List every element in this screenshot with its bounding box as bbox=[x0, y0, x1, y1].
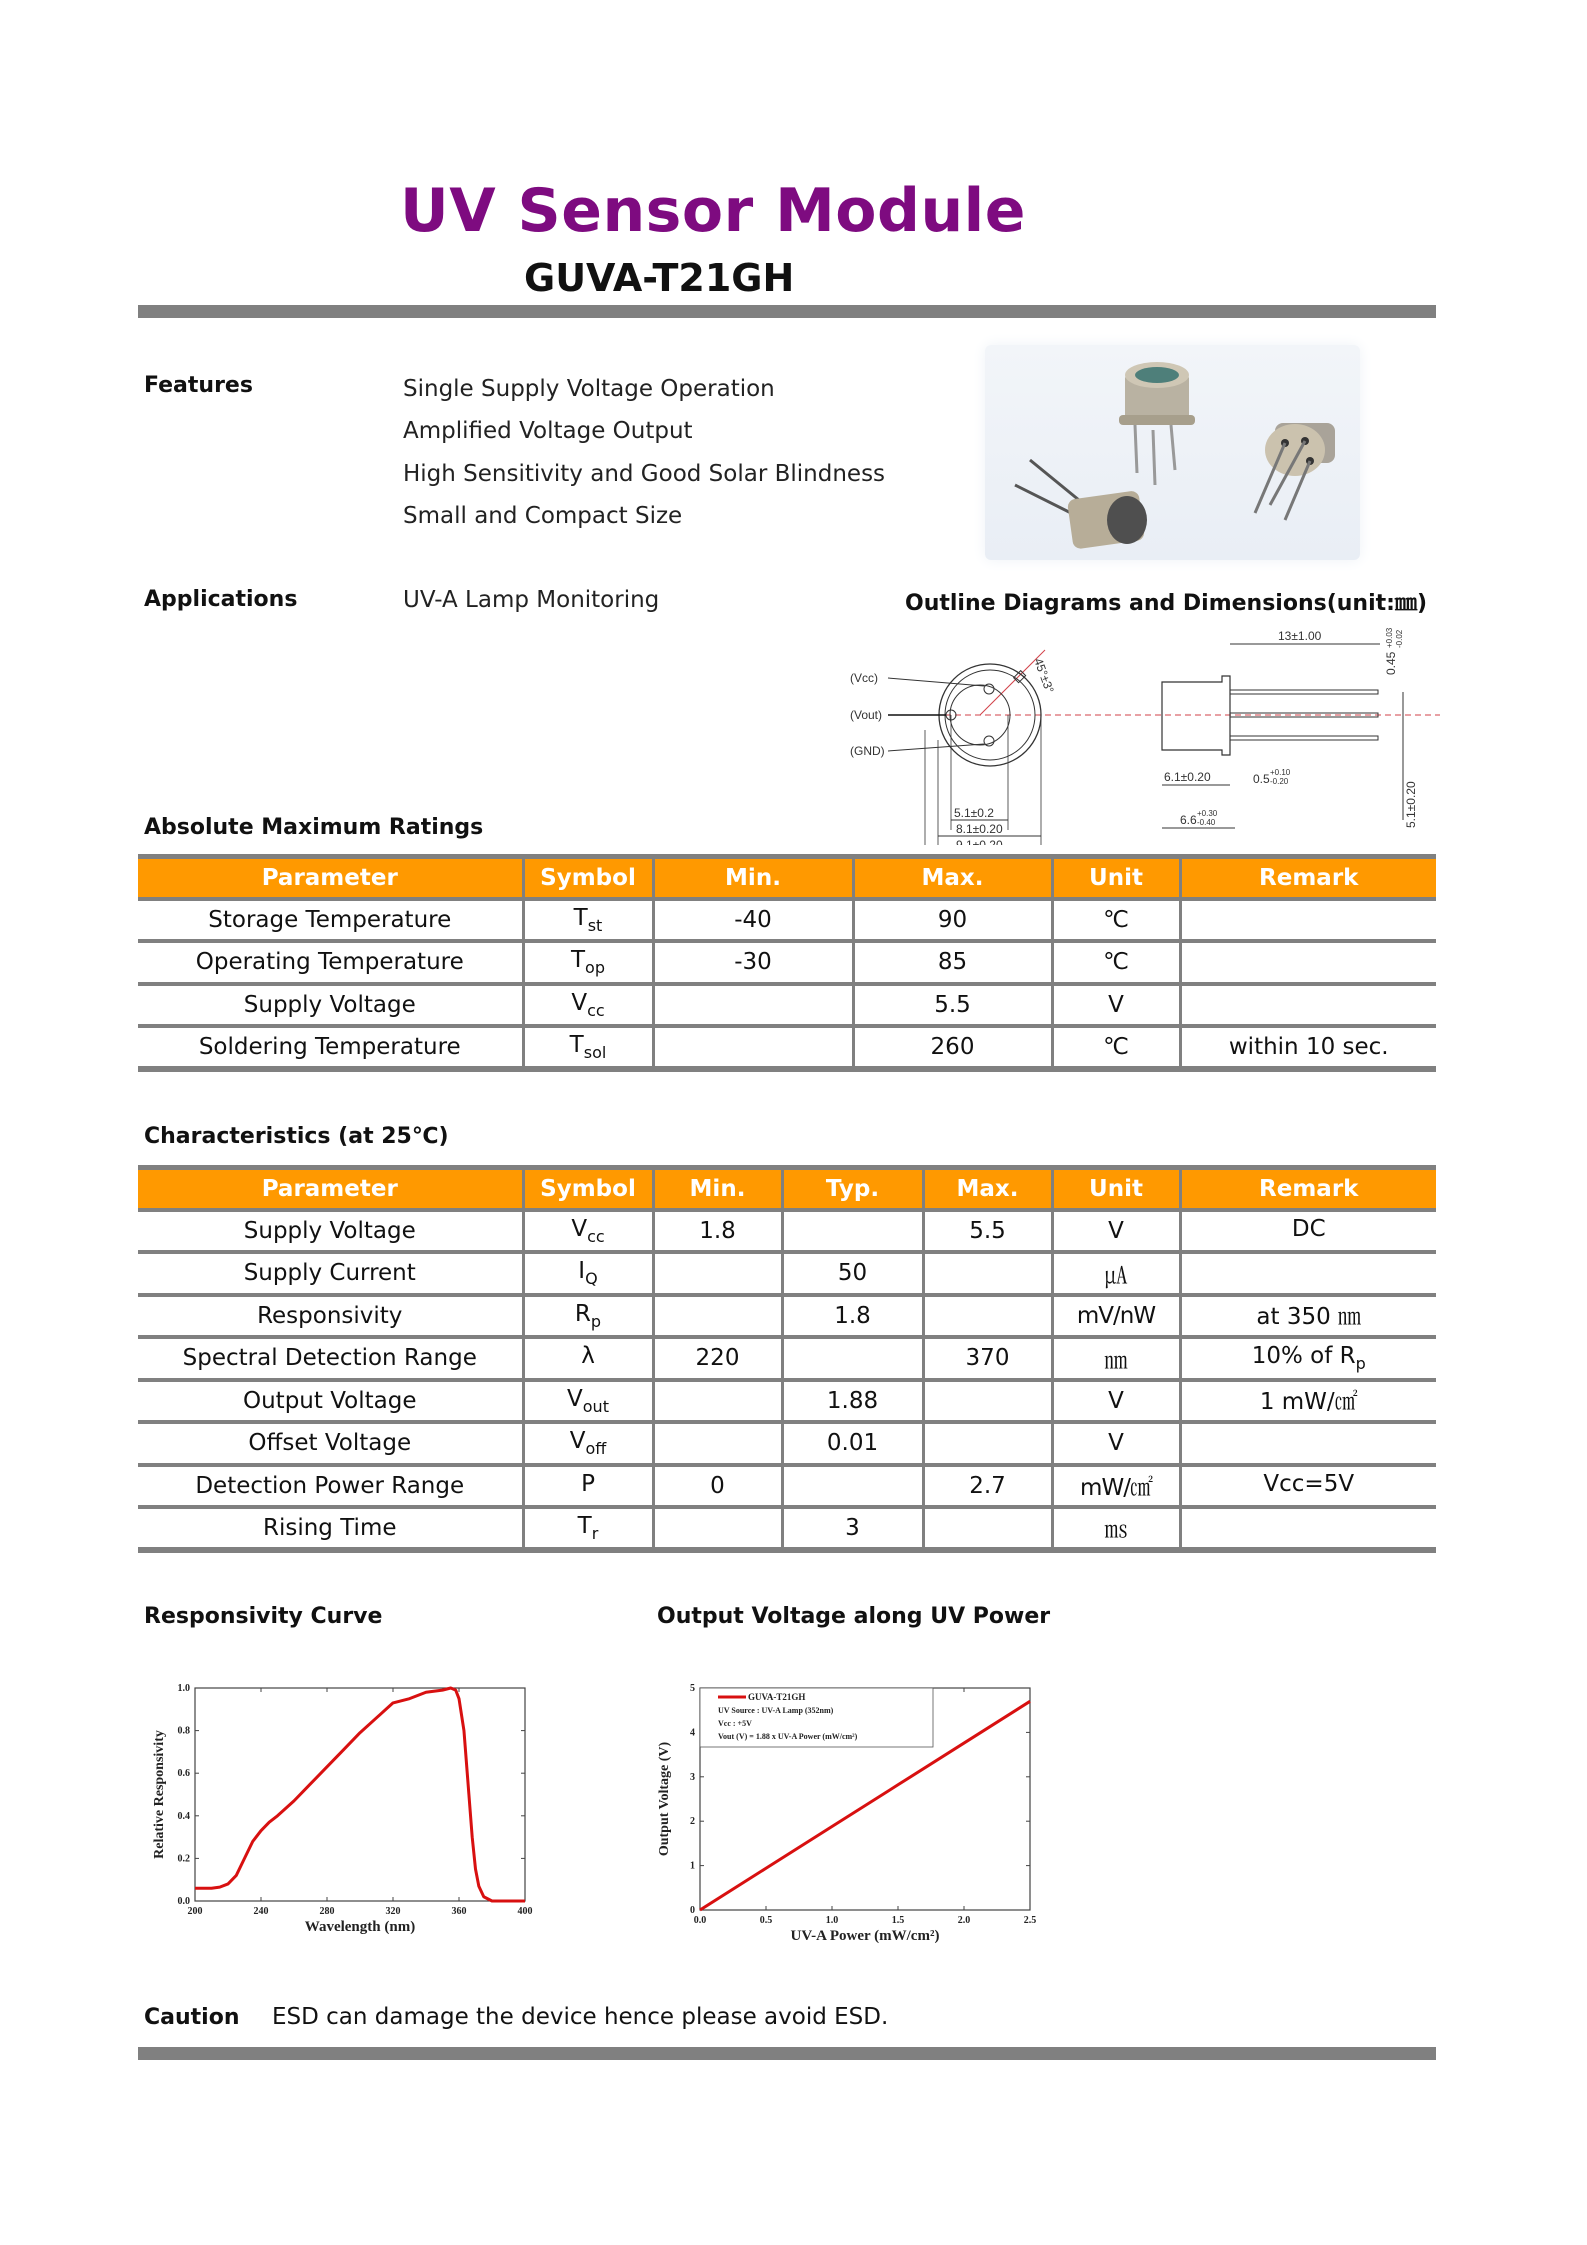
characteristics-table bbox=[138, 1165, 1436, 1553]
cell-max: 5.5 bbox=[853, 984, 1052, 1027]
responsivity-chart bbox=[138, 1680, 558, 1960]
col-symbol: Symbol bbox=[523, 1168, 653, 1210]
cell-parameter: Soldering Temperature bbox=[138, 1026, 523, 1069]
cell-unit: ㎳ bbox=[1052, 1507, 1180, 1550]
svg-text:1: 1 bbox=[690, 1860, 695, 1872]
cell-remark: 1 mW/㎠ bbox=[1180, 1380, 1436, 1423]
cell-parameter: Supply Voltage bbox=[138, 984, 523, 1027]
cell-typ bbox=[782, 1337, 923, 1380]
col-remark: Remark bbox=[1180, 1168, 1436, 1210]
output-voltage-chart bbox=[650, 1680, 1070, 1960]
svg-text:400: 400 bbox=[517, 1906, 533, 1917]
feature-item: Single Supply Voltage Operation bbox=[403, 376, 775, 402]
cell-min bbox=[653, 1422, 782, 1465]
cell-unit: ℃ bbox=[1052, 899, 1180, 942]
svg-text:GUVA-T21GH: GUVA-T21GH bbox=[748, 1692, 806, 1702]
characteristics-title: Characteristics (at 25℃) bbox=[144, 1124, 449, 1149]
svg-text:1.0: 1.0 bbox=[825, 1915, 839, 1926]
col-min: Min. bbox=[653, 1168, 782, 1210]
cell-remark bbox=[1180, 1422, 1436, 1465]
table-row bbox=[138, 1337, 1436, 1380]
svg-text:0.6: 0.6 bbox=[177, 1768, 190, 1780]
svg-text:5.1±0.20: 5.1±0.20 bbox=[1404, 781, 1418, 828]
svg-text:0.45: 0.45 bbox=[1384, 651, 1398, 675]
cell-remark bbox=[1180, 1252, 1436, 1295]
cell-max bbox=[923, 1252, 1052, 1295]
cell-min bbox=[653, 1295, 782, 1338]
col-parameter: Parameter bbox=[138, 857, 523, 899]
cell-unit: V bbox=[1052, 1422, 1180, 1465]
svg-text:0: 0 bbox=[690, 1905, 695, 1916]
cell-parameter: Supply Voltage bbox=[138, 1210, 523, 1253]
svg-text:280: 280 bbox=[319, 1906, 335, 1917]
table-row bbox=[138, 1295, 1436, 1338]
cell-parameter: Detection Power Range bbox=[138, 1465, 523, 1508]
cell-parameter: Supply Current bbox=[138, 1252, 523, 1295]
footer-divider bbox=[138, 2047, 1436, 2060]
svg-text:360: 360 bbox=[451, 1906, 467, 1917]
cell-symbol: $T_{sol}$ bbox=[523, 1026, 653, 1069]
svg-text:+0.10: +0.10 bbox=[1270, 768, 1291, 777]
absolute-max-table bbox=[138, 854, 1436, 1072]
col-min: Min. bbox=[653, 857, 853, 899]
col-parameter: Parameter bbox=[138, 1168, 523, 1210]
svg-text:13±1.00: 13±1.00 bbox=[1278, 629, 1322, 643]
svg-text:0.5: 0.5 bbox=[759, 1915, 773, 1926]
cell-typ: 50 bbox=[782, 1252, 923, 1295]
cell-max bbox=[923, 1295, 1052, 1338]
svg-text:0.4: 0.4 bbox=[177, 1810, 190, 1822]
svg-text:6.1±0.20: 6.1±0.20 bbox=[1164, 770, 1211, 784]
cell-symbol: $R_p$ bbox=[523, 1295, 653, 1338]
svg-text:5: 5 bbox=[690, 1683, 695, 1694]
cell-symbol: λ bbox=[523, 1337, 653, 1380]
col-unit: Unit bbox=[1052, 1168, 1180, 1210]
svg-text:9.1±0.20: 9.1±0.20 bbox=[956, 838, 1003, 845]
cell-symbol: $V_{cc}$ bbox=[523, 1210, 653, 1253]
table-row bbox=[138, 1252, 1436, 1295]
svg-text:45°±3°: 45°±3° bbox=[1031, 656, 1057, 696]
cell-typ bbox=[782, 1465, 923, 1508]
cell-symbol: $V_{cc}$ bbox=[523, 984, 653, 1027]
col-symbol: Symbol bbox=[523, 857, 653, 899]
output-chart-title: Output Voltage along UV Power bbox=[657, 1604, 1051, 1629]
svg-text:2.5: 2.5 bbox=[1023, 1915, 1037, 1926]
svg-text:(Vcc): (Vcc) bbox=[850, 671, 878, 685]
col-typ: Typ. bbox=[782, 1168, 923, 1210]
sensor-photo-icon bbox=[985, 345, 1360, 560]
cell-min: -30 bbox=[653, 941, 853, 984]
cell-parameter: Responsivity bbox=[138, 1295, 523, 1338]
cell-typ: 3 bbox=[782, 1507, 923, 1550]
outline-diagram bbox=[850, 620, 1440, 845]
svg-text:Relative Responsivity: Relative Responsivity bbox=[152, 1730, 167, 1859]
cell-unit: ℃ bbox=[1052, 941, 1180, 984]
cell-typ: 1.88 bbox=[782, 1380, 923, 1423]
model-number: GUVA-T21GH bbox=[524, 256, 795, 300]
applications-label: Applications bbox=[144, 587, 298, 612]
svg-text:+0.03: +0.03 bbox=[1385, 627, 1394, 648]
svg-text:3: 3 bbox=[690, 1771, 695, 1783]
svg-text:8.1±0.20: 8.1±0.20 bbox=[956, 822, 1003, 836]
cell-unit: mV/nW bbox=[1052, 1295, 1180, 1338]
cell-min: -40 bbox=[653, 899, 853, 942]
table-row bbox=[138, 941, 1436, 984]
cell-typ: 0.01 bbox=[782, 1422, 923, 1465]
cell-min: 1.8 bbox=[653, 1210, 782, 1253]
feature-item: Amplified Voltage Output bbox=[403, 418, 693, 444]
cell-max bbox=[923, 1380, 1052, 1423]
cell-symbol: $T_{st}$ bbox=[523, 899, 653, 942]
cell-min: 0 bbox=[653, 1465, 782, 1508]
applications-value: UV-A Lamp Monitoring bbox=[403, 587, 660, 613]
cell-typ bbox=[782, 1210, 923, 1253]
cell-max: 260 bbox=[853, 1026, 1052, 1069]
feature-item: Small and Compact Size bbox=[403, 503, 683, 529]
svg-text:2.0: 2.0 bbox=[957, 1915, 971, 1926]
svg-text:0.2: 0.2 bbox=[177, 1853, 190, 1865]
feature-item: High Sensitivity and Good Solar Blindness bbox=[403, 461, 886, 487]
cell-unit: V bbox=[1052, 984, 1180, 1027]
cell-remark: DC bbox=[1180, 1210, 1436, 1253]
table-row bbox=[138, 899, 1436, 942]
svg-text:320: 320 bbox=[385, 1906, 401, 1917]
cell-parameter: Output Voltage bbox=[138, 1380, 523, 1423]
absolute-max-title: Absolute Maximum Ratings bbox=[144, 815, 484, 840]
cell-max: 370 bbox=[923, 1337, 1052, 1380]
cell-parameter: Offset Voltage bbox=[138, 1422, 523, 1465]
svg-text:0.0: 0.0 bbox=[693, 1915, 707, 1926]
col-remark: Remark bbox=[1180, 857, 1436, 899]
features-label: Features bbox=[144, 373, 253, 398]
cell-parameter: Storage Temperature bbox=[138, 899, 523, 942]
cell-min: 220 bbox=[653, 1337, 782, 1380]
table-header-row bbox=[138, 857, 1436, 899]
col-max: Max. bbox=[923, 1168, 1052, 1210]
col-unit: Unit bbox=[1052, 857, 1180, 899]
svg-text:Vcc : +5V: Vcc : +5V bbox=[718, 1719, 752, 1728]
svg-text:(GND): (GND) bbox=[850, 744, 885, 758]
svg-text:Vout (V) = 1.88 x UV-A Power (: Vout (V) = 1.88 x UV-A Power (mW/cm²) bbox=[718, 1732, 858, 1741]
cell-min bbox=[653, 1380, 782, 1423]
cell-max: 2.7 bbox=[923, 1465, 1052, 1508]
cell-typ: 1.8 bbox=[782, 1295, 923, 1338]
cell-symbol: $I_Q$ bbox=[523, 1252, 653, 1295]
cell-parameter: Operating Temperature bbox=[138, 941, 523, 984]
cell-remark: at 350 ㎚ bbox=[1180, 1295, 1436, 1338]
svg-text:2: 2 bbox=[690, 1816, 695, 1828]
cell-parameter: Spectral Detection Range bbox=[138, 1337, 523, 1380]
svg-text:1.5: 1.5 bbox=[891, 1915, 905, 1926]
table-row bbox=[138, 1422, 1436, 1465]
table-row bbox=[138, 1465, 1436, 1508]
cell-remark bbox=[1180, 941, 1436, 984]
cell-max: 85 bbox=[853, 941, 1052, 984]
svg-text:-0.40: -0.40 bbox=[1197, 818, 1216, 827]
svg-text:240: 240 bbox=[253, 1906, 269, 1917]
svg-text:Output Voltage (V): Output Voltage (V) bbox=[657, 1741, 672, 1857]
svg-text:0.8: 0.8 bbox=[177, 1725, 190, 1737]
cell-remark bbox=[1180, 984, 1436, 1027]
responsivity-chart-title: Responsivity Curve bbox=[144, 1604, 383, 1629]
cell-min bbox=[653, 1507, 782, 1550]
table-row bbox=[138, 1210, 1436, 1253]
cell-unit: V bbox=[1052, 1380, 1180, 1423]
cell-symbol: $T_r$ bbox=[523, 1507, 653, 1550]
cell-remark bbox=[1180, 899, 1436, 942]
svg-text:UV Source : UV-A Lamp (352nm): UV Source : UV-A Lamp (352nm) bbox=[718, 1706, 834, 1715]
cell-max bbox=[923, 1422, 1052, 1465]
table-row bbox=[138, 1507, 1436, 1550]
col-max: Max. bbox=[853, 857, 1052, 899]
cell-symbol: $V_{out}$ bbox=[523, 1380, 653, 1423]
cell-remark: within 10 sec. bbox=[1180, 1026, 1436, 1069]
table-header-row bbox=[138, 1168, 1436, 1210]
cell-max: 5.5 bbox=[923, 1210, 1052, 1253]
svg-text:(Vout): (Vout) bbox=[850, 708, 883, 722]
cell-min bbox=[653, 1026, 853, 1069]
cell-remark bbox=[1180, 1507, 1436, 1550]
cell-min bbox=[653, 1252, 782, 1295]
table-row bbox=[138, 1380, 1436, 1423]
cell-unit: ℃ bbox=[1052, 1026, 1180, 1069]
header-divider bbox=[138, 305, 1436, 318]
caution-label: Caution bbox=[144, 2005, 240, 2030]
page-title: UV Sensor Module bbox=[400, 176, 1026, 246]
cell-max: 90 bbox=[853, 899, 1052, 942]
product-photo bbox=[985, 345, 1360, 560]
svg-text:Wavelength (nm): Wavelength (nm) bbox=[304, 1919, 416, 1935]
outline-title: Outline Diagrams and Dimensions(unit:㎜) bbox=[905, 591, 1427, 616]
cell-parameter: Rising Time bbox=[138, 1507, 523, 1550]
svg-text:5.1±0.2: 5.1±0.2 bbox=[954, 806, 994, 820]
cell-symbol: $V_{off}$ bbox=[523, 1422, 653, 1465]
cell-min bbox=[653, 984, 853, 1027]
cell-symbol: P bbox=[523, 1465, 653, 1508]
svg-text:+0.30: +0.30 bbox=[1197, 809, 1218, 818]
caution-text: ESD can damage the device hence please avoid ESD. bbox=[272, 2004, 889, 2030]
svg-text:0.0: 0.0 bbox=[177, 1896, 190, 1907]
table-row bbox=[138, 1026, 1436, 1069]
svg-text:4: 4 bbox=[690, 1727, 695, 1739]
cell-symbol: $T_{op}$ bbox=[523, 941, 653, 984]
cell-remark: Vcc=5V bbox=[1180, 1465, 1436, 1508]
cell-remark: 10% of $R_p$ bbox=[1180, 1337, 1436, 1380]
table-row bbox=[138, 984, 1436, 1027]
svg-text:1.0: 1.0 bbox=[177, 1683, 190, 1694]
cell-unit: mW/㎠ bbox=[1052, 1465, 1180, 1508]
cell-unit: V bbox=[1052, 1210, 1180, 1253]
svg-text:0.5: 0.5 bbox=[1253, 772, 1270, 786]
cell-max bbox=[923, 1507, 1052, 1550]
svg-text:200: 200 bbox=[187, 1906, 203, 1917]
svg-text:-0.02: -0.02 bbox=[1395, 629, 1404, 648]
cell-unit: ㎂ bbox=[1052, 1252, 1180, 1295]
cell-unit: ㎚ bbox=[1052, 1337, 1180, 1380]
svg-text:UV-A Power (mW/cm²): UV-A Power (mW/cm²) bbox=[790, 1928, 940, 1944]
svg-text:6.6: 6.6 bbox=[1180, 813, 1197, 827]
svg-text:-0.20: -0.20 bbox=[1270, 777, 1289, 786]
